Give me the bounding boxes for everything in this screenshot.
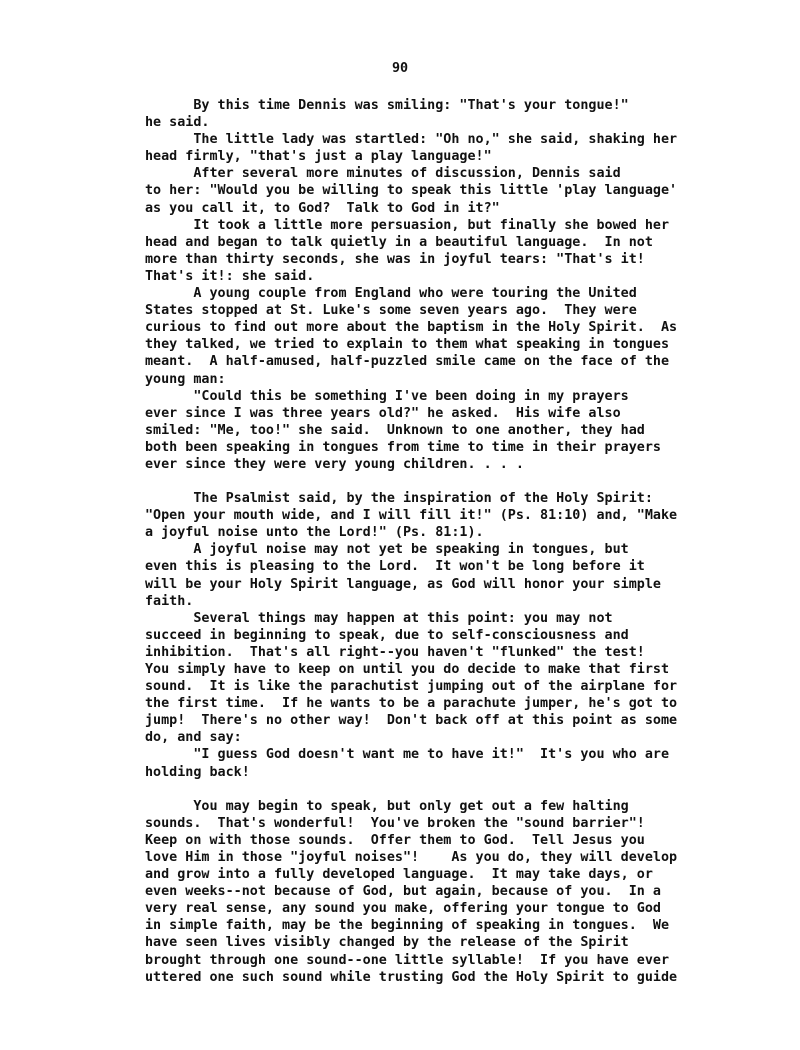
text-line: will be your Holy Spirit language, as God will honor your simple: [145, 576, 661, 592]
text-line: brought through one sound--one little syllable! If you have ever: [145, 952, 670, 968]
text-section: [145, 798, 725, 986]
paragraph: [145, 217, 725, 285]
text-line: love Him in those "joyful noises"! As you do, they will develop: [145, 849, 678, 865]
text-line: they talked, we tried to explain to them what speaking in tongues: [145, 337, 670, 353]
text-line: ever since they were very young children. . . .: [145, 456, 524, 472]
text-line: more than thirty seconds, she was in joyful tears: "That's it!: [145, 251, 645, 267]
text-line: to her: "Would you be willing to speak this little 'play language': [145, 183, 678, 199]
text-line: both been speaking in tongues from time to time in their prayers: [145, 439, 661, 455]
text-line: do, and say:: [145, 730, 242, 746]
text-line: and grow into a fully developed language. It may take days, or: [145, 867, 653, 883]
paragraph: [145, 798, 725, 986]
text-line: succeed in beginning to speak, due to self-consciousness and: [145, 627, 629, 643]
text-line: inhibition. That's all right--you haven't "flunked" the test!: [145, 644, 645, 660]
text-line: A young couple from England who were touring the United: [145, 286, 637, 302]
section-break: [145, 781, 725, 798]
text-line: Keep on with those sounds. Offer them to God. Tell Jesus you: [145, 832, 645, 848]
text-line: The little lady was startled: "Oh no," she said, shaking her: [145, 132, 678, 148]
text-line: a joyful noise unto the Lord!" (Ps. 81:1).: [145, 525, 484, 541]
body-text: [145, 97, 725, 986]
text-section: [145, 97, 725, 473]
paragraph: [145, 97, 725, 131]
text-line: The Psalmist said, by the inspiration of the Holy Spirit:: [145, 491, 653, 507]
text-line: "Could this be something I've been doing in my prayers: [145, 388, 629, 404]
text-line: faith.: [145, 593, 194, 609]
text-line: as you call it, to God? Talk to God in it?": [145, 200, 500, 216]
text-line: meant. A half-amused, half-puzzled smile came on the face of the: [145, 354, 670, 370]
text-line: head and began to talk quietly in a beautiful language. In not: [145, 234, 653, 250]
paragraph: [145, 388, 725, 473]
text-line: Several things may happen at this point: you may not: [145, 610, 613, 626]
text-section: [145, 490, 725, 781]
text-line: You may begin to speak, but only get out a few halting: [145, 798, 629, 814]
text-line: he said.: [145, 115, 210, 131]
paragraph: [145, 131, 725, 165]
text-line: uttered one such sound while trusting God the Holy Spirit to guide: [145, 969, 678, 985]
paragraph: [145, 541, 725, 609]
text-line: By this time Dennis was smiling: "That's your tongue!": [145, 98, 629, 113]
text-line: ever since I was three years old?" he asked. His wife also: [145, 405, 621, 421]
text-line: After several more minutes of discussion, Dennis said: [145, 166, 621, 182]
page-number: 90: [391, 61, 409, 76]
text-line: It took a little more persuasion, but finally she bowed her: [145, 217, 670, 233]
text-line: holding back!: [145, 764, 250, 780]
text-line: the first time. If he wants to be a parachute jumper, he's got to: [145, 696, 678, 712]
text-line: "I guess God doesn't want me to have it!" It's you who are: [145, 747, 670, 763]
text-line: "Open your mouth wide, and I will fill it!" (Ps. 81:10) and, "Make: [145, 508, 678, 524]
text-line: That's it!: she said.: [145, 268, 315, 284]
paragraph: [145, 490, 725, 541]
text-line: sound. It is like the parachutist jumping out of the airplane for: [145, 679, 678, 695]
paragraph: [145, 165, 725, 216]
text-line: even this is pleasing to the Lord. It won't be long before it: [145, 559, 645, 575]
text-line: head firmly, "that's just a play language!": [145, 149, 492, 165]
text-line: A joyful noise may not yet be speaking in tongues, but: [145, 542, 629, 558]
text-line: young man:: [145, 371, 226, 387]
text-line: jump! There's no other way! Don't back off at this point as some: [145, 713, 678, 729]
text-line: in simple faith, may be the beginning of speaking in tongues. We: [145, 918, 670, 934]
text-line: have seen lives visibly changed by the release of the Spirit: [145, 935, 629, 951]
section-break: [145, 473, 725, 490]
text-line: You simply have to keep on until you do decide to make that first: [145, 662, 670, 677]
paragraph: [145, 285, 725, 388]
text-line: smiled: "Me, too!" she said. Unknown to one another, they had: [145, 422, 645, 438]
text-line: even weeks--not because of God, but again, because of you. In a: [145, 884, 661, 900]
text-line: States stopped at St. Luke's some seven years ago. They were: [145, 303, 637, 319]
paragraph: [145, 746, 725, 780]
paragraph: [145, 610, 725, 747]
text-line: sounds. That's wonderful! You've broken the "sound barrier"!: [145, 815, 645, 831]
text-line: very real sense, any sound you make, offering your tongue to God: [145, 901, 661, 917]
text-line: curious to find out more about the baptism in the Holy Spirit. As: [145, 320, 678, 336]
